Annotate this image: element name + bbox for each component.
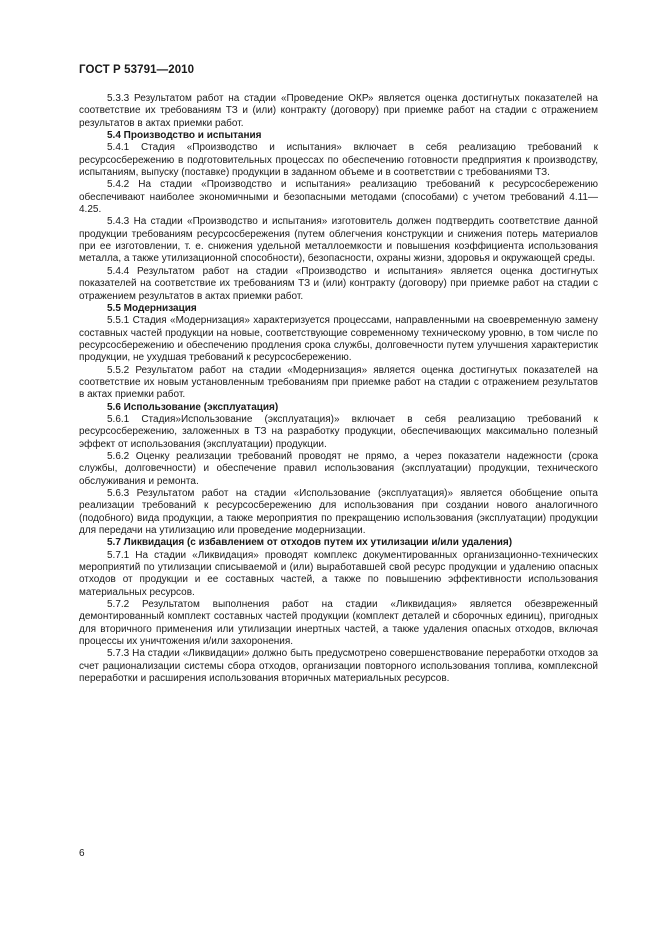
- section-heading-5-7: 5.7 Ликвидация (с избавлением от отходов путем их утилизации и/или удаления): [107, 537, 513, 549]
- clause-5-4-4: 5.4.4 Результатом работ на стадии «Производство и испытания» является оценка достигнутых показателей на соответствие их требованиям ТЗ и (или) контракту (договору) при приемке работ на стадии с отражением результатов в актах приемки работ.: [79, 265, 598, 302]
- clause-5-6-3: 5.6.3 Результатом работ на стадии «Использование (эксплуатация)» является обобщение опыта реализации требований к ресурсосбережению для использования при создании нового аналогичного (подобного) вида продукции, а также мероприятия по прекращению использования (эксплуатации) продукции для передачи на утилизацию или проведение модернизации.: [79, 488, 598, 537]
- clause-5-6-2: 5.6.2 Оценку реализации требований проводят не прямо, а через показатели надежности (срока службы, долговечности) и обеспечение правил использования (эксплуатации) продукции, технического обслуживания и ремонта.: [79, 450, 598, 487]
- clause-5-5-1: 5.5.1 Стадия «Модернизация» характеризуется процессами, направленными на своевременную замену составных частей продукции на новые, соответствующие современному техническому уровню, в том числе по ресурсосбережению и обеспечению продления срока службы, долговечности путем улучшения характеристик продукции, не ухудшая требований к ресурсосбережению.: [79, 315, 598, 364]
- clause-5-7-3: 5.7.3 На стадии «Ликвидации» должно быть предусмотрено совершенствование переработки отходов за счет рационализации системы сбора отходов, организации повторного использования топлива, комплексной переработки и расширения использования вторичных материальных ресурсов.: [79, 648, 598, 685]
- document-header: ГОСТ Р 53791—2010: [79, 64, 195, 76]
- clause-5-4-1: 5.4.1 Стадия «Производство и испытания» включает в себя реализацию требований к ресурсосбережению в подготовительных процессах по обеспечению готовности предприятия к производству, испытаниям, выпуску (поставке) продукции в заданном объеме и в соответствии с требованиями ТЗ.: [79, 142, 598, 179]
- document-body: [79, 93, 598, 686]
- clause-5-4-3: 5.4.3 На стадии «Производство и испытания» изготовитель должен подтвердить соответствие данной продукции требованиям ресурсосбережения (путем облегчения конструкции и снижения потерь материалов при ее изготовлении, т. е. снижения удельной металлоемкости и повышения коэффициента использования металла, а также утилизационной способности), безопасности, охраны жизни, здоровья и окружающей среды.: [79, 216, 598, 265]
- clause-5-5-2: 5.5.2 Результатом работ на стадии «Модернизация» является оценка достигнутых показателей на соответствие их новым установленным требованиям при приемке работ на стадии с отражением результатов в актах приемки работ.: [79, 364, 598, 401]
- section-heading-5-5: 5.5 Модернизация: [107, 302, 197, 314]
- clause-5-3-3: 5.3.3 Результатом работ на стадии «Проведение ОКР» является оценка достигнутых показателей на соответствие их требованиям ТЗ и (или) контракту (договору) при приемке работ на стадии с отражением результатов в актах приемки работ.: [79, 93, 598, 129]
- clause-5-7-1: 5.7.1 На стадии «Ликвидация» проводят комплекс документированных организационно-технических мероприятий по утилизации списываемой и (или) выработавшей свой ресурс продукции и удалению опасных отходов от продукции и ее составных частей, а также по повышению эффективности использования материальных ресурсов.: [79, 549, 598, 598]
- clause-5-7-2: 5.7.2 Результатом выполнения работ на стадии «Ликвидация» является обезвреженный демонтированный комплект составных частей продукции (комплект деталей и сборочных единиц), пригодных для вторичного применения или утилизации инертных частей, а также удаления опасных отходов, включая процессы их уничтожения и/или захоронения.: [79, 599, 598, 648]
- clause-5-6-1: 5.6.1 Стадия»Использование (эксплуатация)» включает в себя реализацию требований к ресурсосбережению, заложенных в ТЗ на разработку продукции, обеспечивающих максимально полезный эффект от использования (эксплуатации) продукции.: [79, 413, 598, 450]
- section-heading-5-4: 5.4 Производство и испытания: [107, 130, 262, 142]
- section-heading-5-6: 5.6 Использование (эксплуатация): [107, 401, 279, 413]
- page-number: 6: [79, 848, 85, 859]
- clause-5-4-2: 5.4.2 На стадии «Производство и испытания» реализацию требований к ресурсосбережению обеспечивают наиболее экономичными и безопасными методами (способами) с учетом требований 4.11—4.25.: [79, 179, 598, 216]
